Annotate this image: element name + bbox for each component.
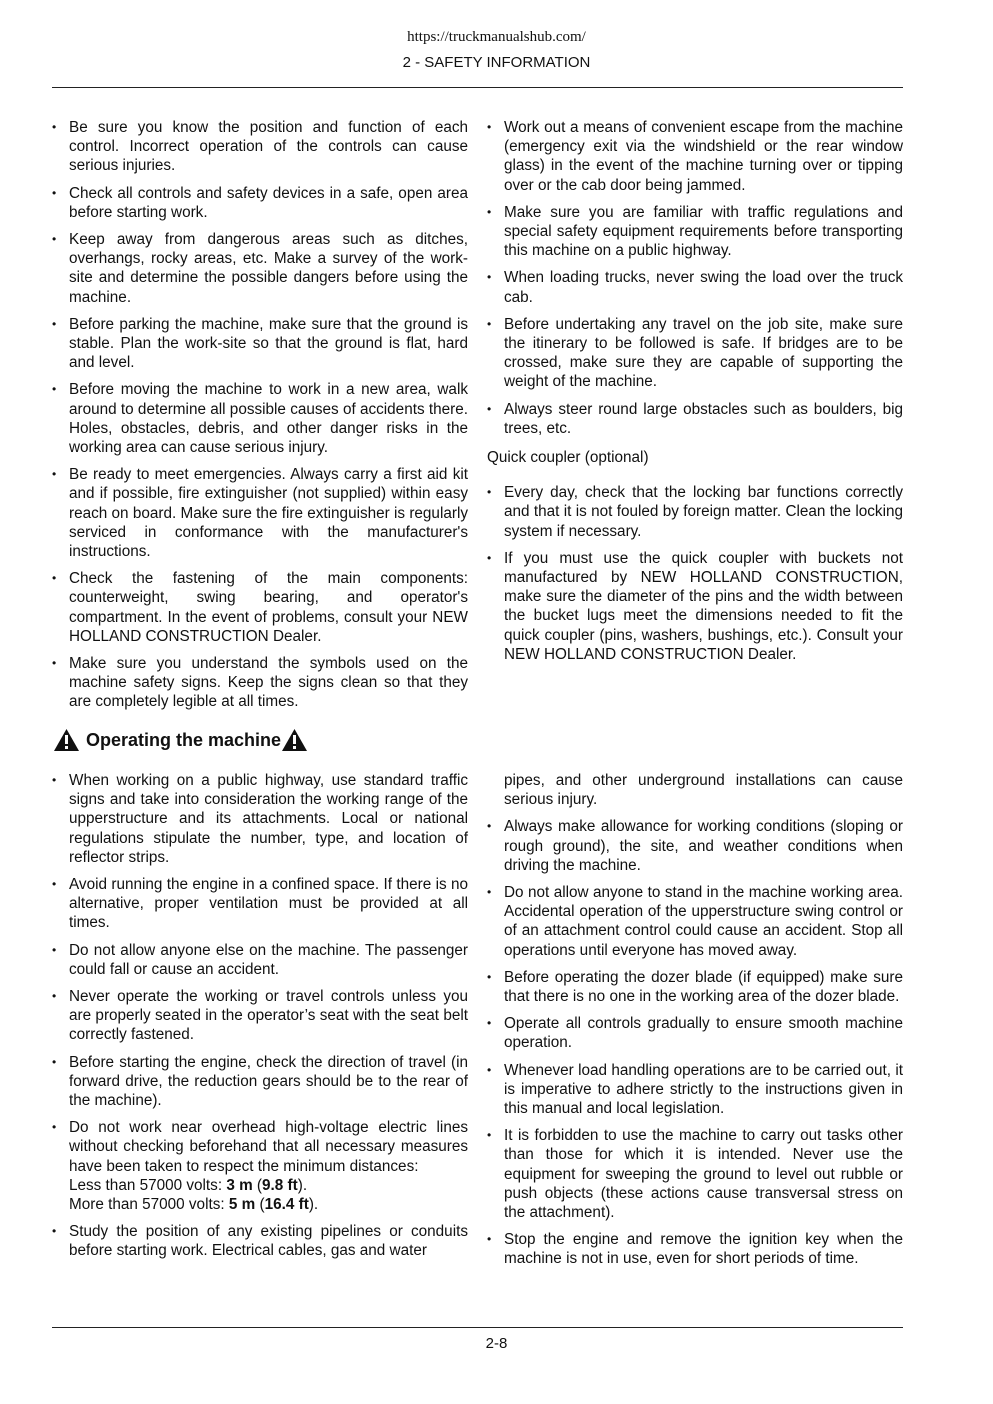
voltage-value: 3 m	[226, 1176, 253, 1194]
list-item: • It is forbidden to use the machine to carry out tasks other than those for which it is intended. Never use the equipment for sweeping the ground to level out rubble or push objects (these actions cause transversal stress on the attachment).	[487, 1126, 903, 1222]
voltage-label: More than 57000 volts:	[69, 1196, 225, 1214]
list-item: • When loading trucks, never swing the load over the truck cab.	[487, 268, 903, 306]
list-item: • Be ready to meet emergencies. Always carry a first aid kit and if possible, fire extinguisher (not supplied) within easy reach on board. Make sure the fire extinguisher is regularly serviced in conformance with the manufacturer's instructions.	[52, 465, 468, 561]
voltage-value: 5 m	[228, 1196, 256, 1214]
operating-heading-text: Operating the machine	[86, 729, 282, 750]
list-item: • Work out a means of convenient escape from the machine (emergency exit via the windshield or the rear window glass) in the event of the machine turning over or tipping over or the cab door being jammed.	[487, 118, 903, 195]
list-item: • Whenever load handling operations are to be carried out, it is imperative to adhere strictly to the instructions given in this manual and local legislation.	[487, 1061, 903, 1119]
list-item: • Before starting the engine, check the direction of travel (in forward drive, the reduction gears should be to the rear of the machine).	[52, 1053, 468, 1111]
section-title: 2 - SAFETY INFORMATION	[402, 54, 591, 71]
list-item: • Make sure you are familiar with traffic regulations and special safety equipment requirements before transporting this machine on a public highway.	[487, 203, 903, 261]
operating-heading	[53, 728, 308, 752]
list-item: • Avoid running the engine in a confined space. If there is no alternative, proper ventilation must be provided at all times.	[52, 875, 468, 933]
list-item: • If you must use the quick coupler with buckets not manufactured by NEW HOLLAND CONSTRUCTION, make sure the diameter of the pins and the width between the bucket lugs meet the dimensions needed to fit the quick coupler (pins, washers, bushings, etc.). Consult your NEW HOLLAND CONSTRUCTION Dealer.	[487, 549, 903, 664]
list-item: • Check all controls and safety devices in a safe, open area before starting work.	[52, 184, 468, 222]
list-item: • Check the fastening of the main components: counterweight, swing bearing, and operator's compartment. In the event of problems, consult your NEW HOLLAND CONSTRUCTION Dealer.	[52, 569, 468, 646]
quick-coupler-subheading: Quick coupler (optional)	[487, 449, 649, 467]
voltage-text: Do not work near overhead high-voltage electric lines without checking beforehand that all necessary measures have been taken to respect the minimum distances:	[69, 1119, 468, 1175]
top-right-column	[487, 118, 903, 672]
voltage-alt: 9.8 ft	[262, 1176, 298, 1194]
list-item: • When working on a public highway, use standard traffic signs and take into consideration the working range of the upperstructure and its attachments. Local or national regulations stipulate the number, type, and location of reflector strips.	[52, 771, 468, 867]
list-item: • Always steer round large obstacles such as boulders, big trees, etc.	[487, 400, 903, 438]
list-item: • Do not allow anyone else on the machine. The passenger could fall or cause an accident.	[52, 941, 468, 979]
list-item: • Operate all controls gradually to ensure smooth machine operation.	[487, 1014, 903, 1052]
list-item-voltage	[52, 1118, 468, 1214]
voltage-line-1: Less than 57000 volts: 3 m (9.8 ft).	[69, 1176, 308, 1194]
list-item: • Make sure you understand the symbols used on the machine safety signs. Keep the signs clean so that they are completely legible at all times.	[52, 654, 468, 712]
list-item: • Every day, check that the locking bar functions correctly and that it is not fouled by foreign matter. Clean the locking system if necessary.	[487, 483, 903, 541]
list-item: • Before parking the machine, make sure that the ground is stable. Plan the work-site so that the ground is flat, hard and level.	[52, 315, 468, 373]
operating-left-column	[52, 771, 468, 1269]
list-item: • Stop the engine and remove the ignition key when the machine is not in use, even for short periods of time.	[487, 1230, 903, 1268]
voltage-alt: 16.4 ft	[264, 1196, 309, 1214]
list-item: • Before operating the dozer blade (if equipped) make sure that there is no one in the working area of the dozer blade.	[487, 968, 903, 1006]
list-item: • Never operate the working or travel controls unless you are properly seated in the operator’s seat with the seat belt correctly fastened.	[52, 987, 468, 1045]
warning-triangle-icon	[53, 728, 80, 752]
bullet-list	[487, 771, 903, 1269]
operating-right-column	[487, 771, 903, 1277]
list-item: • Be sure you know the position and function of each control. Incorrect operation of the controls can cause serious injuries.	[52, 118, 468, 176]
bullet-list	[487, 483, 903, 664]
bullet-list	[487, 118, 903, 438]
list-item: • Before undertaking any travel on the job site, make sure the itinerary to be followed is safe. If bridges are to be crossed, make sure they are capable of supporting the weight of the machine.	[487, 315, 903, 392]
header-rule	[52, 87, 903, 88]
list-item: • Always make allowance for working conditions (sloping or rough ground), the site, and weather conditions when driving the machine.	[487, 817, 903, 875]
voltage-line-2: More than 57000 volts: 5 m (16.4 ft).	[69, 1196, 319, 1214]
source-url: https://truckmanualshub.com/	[407, 29, 586, 45]
list-item: • Study the position of any existing pipelines or conduits before starting work. Electrical cables, gas and water	[52, 1222, 468, 1260]
voltage-label: Less than 57000 volts:	[69, 1176, 223, 1194]
list-item: • Do not allow anyone to stand in the machine working area. Accidental operation of the upperstructure swing control or of an attachment control could cause an accident. Stop all operations until everyone has moved away.	[487, 883, 903, 960]
footer-rule	[52, 1327, 903, 1328]
page-number: 2-8	[485, 1335, 508, 1352]
warning-triangle-icon	[281, 728, 308, 752]
top-left-column	[52, 118, 468, 720]
bullet-list	[52, 771, 468, 1261]
bullet-list	[52, 118, 468, 712]
list-item-continuation: pipes, and other underground installations can cause serious injury.	[504, 772, 903, 809]
list-item: • Before moving the machine to work in a new area, walk around to determine all possible causes of accidents there. Holes, obstacles, debris, and other danger risks in the working area can cause serious injury.	[52, 380, 468, 457]
list-item: • Keep away from dangerous areas such as ditches, overhangs, rocky areas, etc. Make a survey of the work-site and determine the possible dangers before using the machine.	[52, 230, 468, 307]
